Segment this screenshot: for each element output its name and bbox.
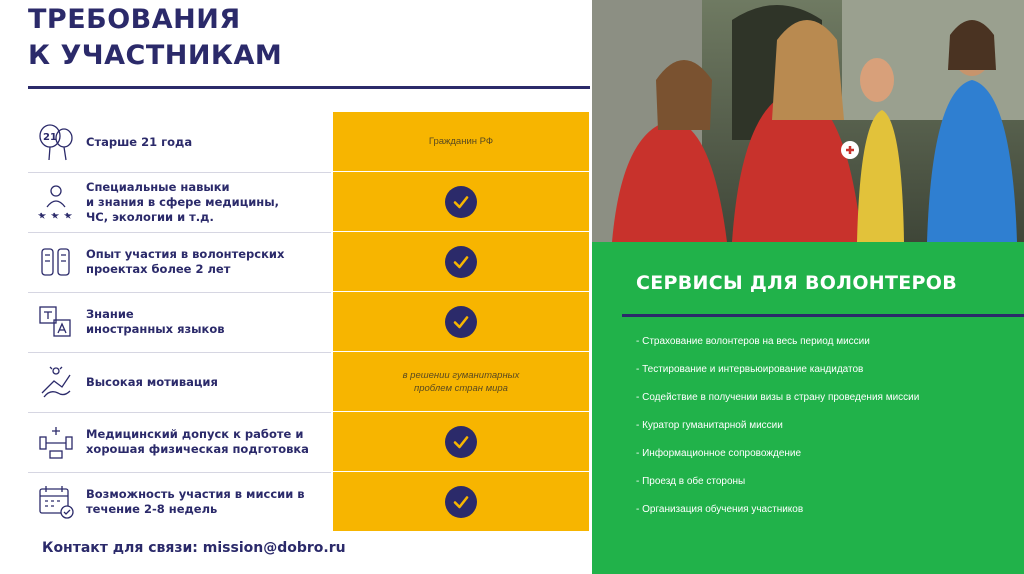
title-divider — [28, 86, 590, 89]
list-item: - Проезд в обе стороны — [636, 476, 746, 487]
requirement-value-text: в решении гуманитарных проблем стран мира — [402, 369, 520, 394]
helping-hands-icon — [36, 243, 76, 281]
requirement-row-languages — [28, 292, 590, 352]
requirement-value-cell — [333, 352, 589, 411]
list-item: - Организация обучения участников — [636, 504, 804, 515]
requirement-value-text: Гражданин РФ — [428, 136, 494, 147]
requirement-value-cell — [333, 112, 589, 171]
requirements-title-line1: ТРЕБОВАНИЯ — [28, 4, 241, 35]
checkmark-icon — [445, 246, 477, 278]
requirement-value-cell — [333, 412, 589, 471]
volunteers-photo — [592, 0, 1024, 242]
requirement-row-motivation — [28, 352, 590, 412]
svg-text:21: 21 — [43, 132, 57, 143]
checkmark-icon — [445, 306, 477, 338]
requirement-row-medical — [28, 412, 590, 472]
services-divider — [622, 314, 1024, 317]
services-list — [636, 328, 1016, 524]
requirement-value-cell — [333, 292, 589, 351]
requirement-label: Специальные навыки и знания в сфере медицины, ЧС, экологии и т.д. — [86, 179, 280, 224]
motivation-hand-icon — [36, 363, 76, 401]
requirement-label: Медицинский допуск к работе и хорошая физическая подготовка — [86, 427, 309, 456]
translate-icon — [36, 303, 76, 341]
requirements-title-line2: К УЧАСТНИКАМ — [28, 40, 283, 71]
requirement-value-cell — [333, 172, 589, 231]
balloons-21-icon — [36, 123, 76, 161]
requirements-title — [28, 2, 282, 74]
requirement-label: Старше 21 года — [86, 134, 193, 149]
checkmark-icon — [445, 426, 477, 458]
list-item: - Куратор гуманитарной миссии — [636, 420, 783, 431]
requirement-label: Возможность участия в миссии в течение 2-8 недель — [86, 487, 305, 516]
skills-person-stars-icon — [36, 183, 76, 221]
list-item: - Страхование волонтеров на весь период миссии — [636, 336, 870, 347]
requirement-row-duration — [28, 472, 590, 532]
list-item: - Содействие в получении визы в страну проведения миссии — [636, 392, 920, 403]
services-title: СЕРВИСЫ ДЛЯ ВОЛОНТЕРОВ — [636, 272, 957, 294]
requirement-label: Знание иностранных языков — [86, 307, 225, 336]
services-panel — [592, 242, 1024, 574]
requirement-label: Высокая мотивация — [86, 374, 218, 389]
requirement-row-age — [28, 112, 590, 172]
requirement-value-cell — [333, 472, 589, 531]
requirement-row-experience — [28, 232, 590, 292]
requirements-table — [28, 112, 590, 532]
calendar-check-icon — [36, 483, 76, 521]
checkmark-icon — [445, 486, 477, 518]
contact-text: Контакт для связи: mission@dobro.ru — [42, 540, 346, 556]
requirement-row-skills — [28, 172, 590, 232]
requirement-value-cell — [333, 232, 589, 291]
checkmark-icon — [445, 186, 477, 218]
list-item: - Тестирование и интервьюирование кандидатов — [636, 364, 864, 375]
medical-fitness-icon — [36, 423, 76, 461]
list-item: - Информационное сопровождение — [636, 448, 802, 459]
requirement-label: Опыт участия в волонтерских проектах более 2 лет — [86, 247, 285, 276]
